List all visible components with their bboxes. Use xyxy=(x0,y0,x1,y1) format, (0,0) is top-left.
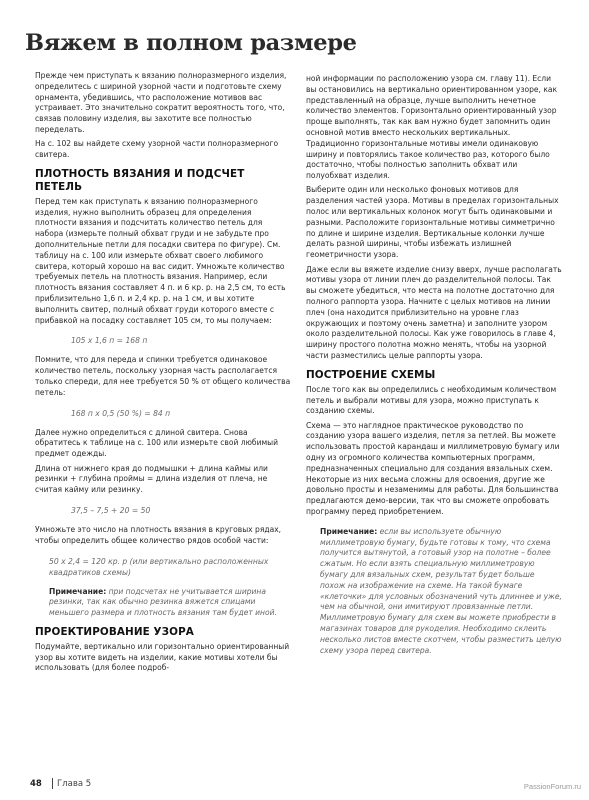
left-column xyxy=(35,71,291,678)
density-paragraph: Перед тем как приступать к вязанию полноразмерного изделия, нужно выполнить образец для определения плотности вязания и подсчитать количество петель для набора (измерьте полный обхват груди и не забудьте про дополнительные петли для посадки свитера по фигуре). См. таблицу на с. 100 или измерьте обхват своего любимого свитера, который хорошо на вас сидит. Умножьте количество требуемых петель на плотность вязания. Например, если плотность вязания составляет 4 п. и 6 кр. р. на 2,5 см, то есть приблизительно 1,6 п. и 2,4 кр. р. на 1 см, и вы хотите выполнить свитер, полный обхват груди которого вместе с прибавкой на посадку составляет 105 см, то мы получаем: xyxy=(35,196,286,325)
intro-paragraph: На с. 102 вы найдете схему узорной части полноразмерного свитера. xyxy=(35,139,279,160)
background-motif-paragraph: Выберите один или несколько фоновых мотивов для разделения частей узора. Мотивы в пределах горизонтальных полос или вертикальных колонок могут быть одинаковыми и разными. Расположите горизонтальные мотивы симметрично по длине и ширине изделия. Вертикальные колонки лучше делать разной ширины, чтобы избежать излишней геометричности узора. xyxy=(306,185,559,260)
note xyxy=(320,527,562,657)
formula: 105 х 1,6 п = 168 п xyxy=(71,336,148,346)
section-heading-density: ПЛОТНОСТЬ ВЯЗАНИЯ И ПОДСЧЕТ ПЕТЕЛЬ xyxy=(35,167,245,193)
formula: 50 х 2,4 = 120 кр. р (или вертикально расположенных квадратиков схемы) xyxy=(49,556,269,577)
after-paragraph: После того как вы определились с необходимым количеством петель и выбрали мотивы для узора, можно приступать к созданию схемы. xyxy=(306,384,557,416)
note-label: Примечание: xyxy=(49,586,107,596)
section-heading-design: ПРОЕКТИРОВАНИЕ УЗОРА xyxy=(35,625,194,638)
right-column xyxy=(306,74,562,662)
direction-paragraph: Даже если вы вяжете изделие снизу вверх, лучше располагать мотивы узора от линии плеч до разделительной полосы. Так вы сможете убедиться, что места на полотне достаточно для полного раппорта узора. Начните с целых мотивов на линии плеч (она находится приблизительно на уровне глаз окружающих и поэтому очень заметна) и заполните узором около разделительной полосы. Как уже говорилось в главе 4, ширину простого полотна можно менять, чтобы на узорной части разместились целые раппорты узора. xyxy=(306,264,562,360)
design-paragraph: Подумайте, вертикально или горизонтально ориентированный узор вы хотите видеть на изделии, какие мотивы хотели бы использовать (для более подроб- xyxy=(35,641,290,673)
length-formula-paragraph: Длина от нижнего края до подмышки + длина каймы или резинки + глубина проймы = длина изделия от плеча, не считая кайму или резинку. xyxy=(35,463,268,495)
footer-divider xyxy=(52,778,53,789)
formula: 37,5 – 7,5 + 20 = 50 xyxy=(71,505,151,515)
note-text: если вы используете обычную миллиметровую бумагу, будьте готовы к тому, что схема получится вытянутой, а готовый узор на полотне – более сжатым. Но если взять специальную миллиметровую бумагу для вязальных схем, результат будет больше похож на изображение на схеме. На такой бумаге «клеточки» для условных обозначений чуть длиннее и уже, чем на обычной, они имитируют провязанные петли. Миллиметровую бумагу для схем вы можете приобрести в магазинах товаров для рукоделия. Необходимо склеить несколько листов вместе скотчем, чтобы разместить целую схему узора перед свитера. xyxy=(320,526,562,655)
scheme-paragraph: Схема — это наглядное практическое руководство по созданию узора вашего изделия, петля за петлей. Вы можете использовать простой карандаш и миллиметровую бумагу или одну из огромного количества компьютерных программ, предназначенных специально для создания вязальных схем. Некоторые из них весьма сложны для освоения, другие же довольно просты и незаменимы для работы. Для большинства предлагаются демо-версии, так что вы сможете опробовать программу перед приобретением. xyxy=(306,420,560,516)
watermark: PassionForum.ru xyxy=(523,782,581,791)
rows-paragraph: Умножьте это число на плотность вязания в круговых рядах, чтобы определить общее количество рядов особой части: xyxy=(35,524,282,545)
note-label: Примечание: xyxy=(320,526,378,536)
chapter-label: Глава 5 xyxy=(57,779,92,789)
page-title: Вяжем в полном размере xyxy=(25,30,357,56)
half-paragraph: Помните, что для переда и спинки требуется одинаковое количество петель, поскольку узорная часть располагается только спереди, для нее требуется 50 % от общего количества петель: xyxy=(35,355,291,397)
note xyxy=(49,587,291,619)
formula: 168 п х 0,5 (50 %) = 84 п xyxy=(71,408,171,418)
continued-paragraph: ной информации по расположению узора см. главу 11). Если вы остановились на вертикально ориентированном узоре, как представленный на образце, лучше выполнить нечетное количество элементов. Горизонтально ориентированный узор проще выполнять, так как вам нужно будет запомнить один основной мотив вместо нескольких вертикальных. Традиционно горизонтальные мотивы имели одинаковую ширину и повторялись такое количество раз, которого было достаточно, чтобы полностью заполнить обхват или полуобхват изделия. xyxy=(306,74,558,181)
length-paragraph: Далее нужно определиться с длиной свитера. Снова обратитесь к таблице на с. 100 или измерьте свой любимый предмет одежды. xyxy=(35,427,279,459)
intro-paragraph: Прежде чем приступать к вязанию полноразмерного изделия, определитесь с шириной узорной части и подготовьте схему орнамента, убедившись, что расположение мотивов вас устраивает. Это значительно сократит вероятность того, что, связав половину изделия, вы захотите все полностью переделать. xyxy=(35,71,287,134)
page-number: 48 xyxy=(30,779,42,789)
note-text: при подсчетах не учитывается ширина резинки, так как обычно резинка вяжется спицами меньшего размера и плотность вязания там будет иной. xyxy=(49,586,277,618)
page-footer xyxy=(0,772,589,800)
section-heading-scheme: ПОСТРОЕНИЕ СХЕМЫ xyxy=(306,368,436,381)
